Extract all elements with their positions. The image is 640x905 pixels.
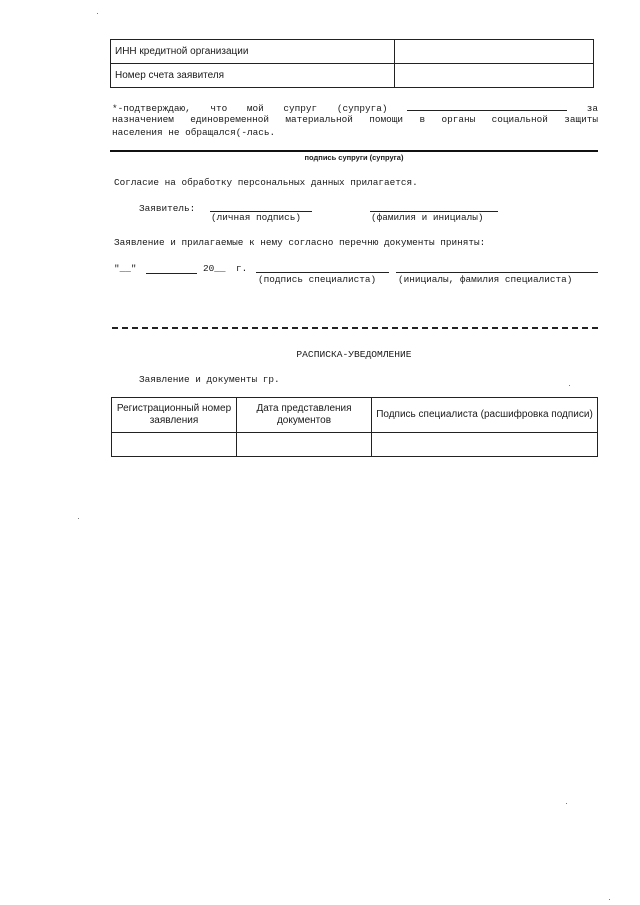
- accepted-text: Заявление и прилагаемые к нему согласно перечню документы приняты:: [114, 237, 486, 248]
- scan-speck: [569, 385, 570, 386]
- table-row: [112, 433, 598, 457]
- scan-speck: [566, 803, 567, 804]
- table-header-row: [112, 398, 598, 433]
- confirm-line-2: назначением единовременной материальной помощи в органы социальной защиты: [112, 114, 598, 125]
- confirm-word: за: [586, 103, 598, 114]
- spouse-name-blank: [407, 101, 567, 111]
- specialist-signature-caption: (подпись специалиста): [258, 274, 377, 285]
- scan-speck: [78, 518, 79, 519]
- confirm-word: (супруга): [336, 103, 388, 114]
- date-day: "__": [114, 263, 137, 274]
- applicant-name-caption: (фамилия и инициалы): [371, 212, 484, 223]
- inn-label: ИНН кредитной организации: [111, 40, 395, 64]
- confirm-word: что: [210, 103, 228, 114]
- table-row: [111, 64, 594, 88]
- spouse-signature-line: [110, 150, 598, 152]
- specialist-name-line: [396, 272, 598, 273]
- date-year: 20__: [203, 263, 226, 274]
- applicant-label: Заявитель:: [139, 203, 196, 214]
- confirm-word: *-подтверждаю,: [112, 103, 191, 114]
- specialist-signature-line: [256, 272, 389, 273]
- confirm-word: мой: [246, 103, 264, 114]
- date-month-line: [146, 273, 197, 274]
- bank-details-table: [110, 39, 594, 88]
- date-year-suffix: г.: [236, 263, 248, 274]
- account-number-value: [395, 64, 594, 88]
- table-cell: [112, 433, 237, 457]
- scan-speck: [97, 13, 98, 14]
- receipt-table: [111, 397, 598, 457]
- spouse-signature-caption: подпись супруги (супруга): [304, 153, 404, 162]
- cut-line: [112, 327, 598, 329]
- confirm-word: супруг: [283, 103, 318, 114]
- receipt-intro: Заявление и документы гр.: [139, 374, 280, 385]
- specialist-name-caption: (инициалы, фамилия специалиста): [398, 274, 573, 285]
- table-cell: [237, 433, 372, 457]
- table-row: [111, 40, 594, 64]
- column-header: Подпись специалиста (расшифровка подписи): [372, 398, 598, 433]
- confirm-line-3: населения не обращался(-лась.: [112, 127, 276, 138]
- column-header: Дата представления документов: [237, 398, 372, 433]
- consent-text: Согласие на обработку персональных данных прилагается.: [114, 177, 418, 188]
- inn-value: [395, 40, 594, 64]
- column-header: Регистрационный номер заявления: [112, 398, 237, 433]
- table-cell: [372, 433, 598, 457]
- applicant-signature-caption: (личная подпись): [211, 212, 302, 223]
- account-number-label: Номер счета заявителя: [111, 64, 395, 88]
- receipt-title: РАСПИСКА-УВЕДОМЛЕНИЕ: [296, 349, 412, 360]
- scan-speck: [609, 899, 610, 900]
